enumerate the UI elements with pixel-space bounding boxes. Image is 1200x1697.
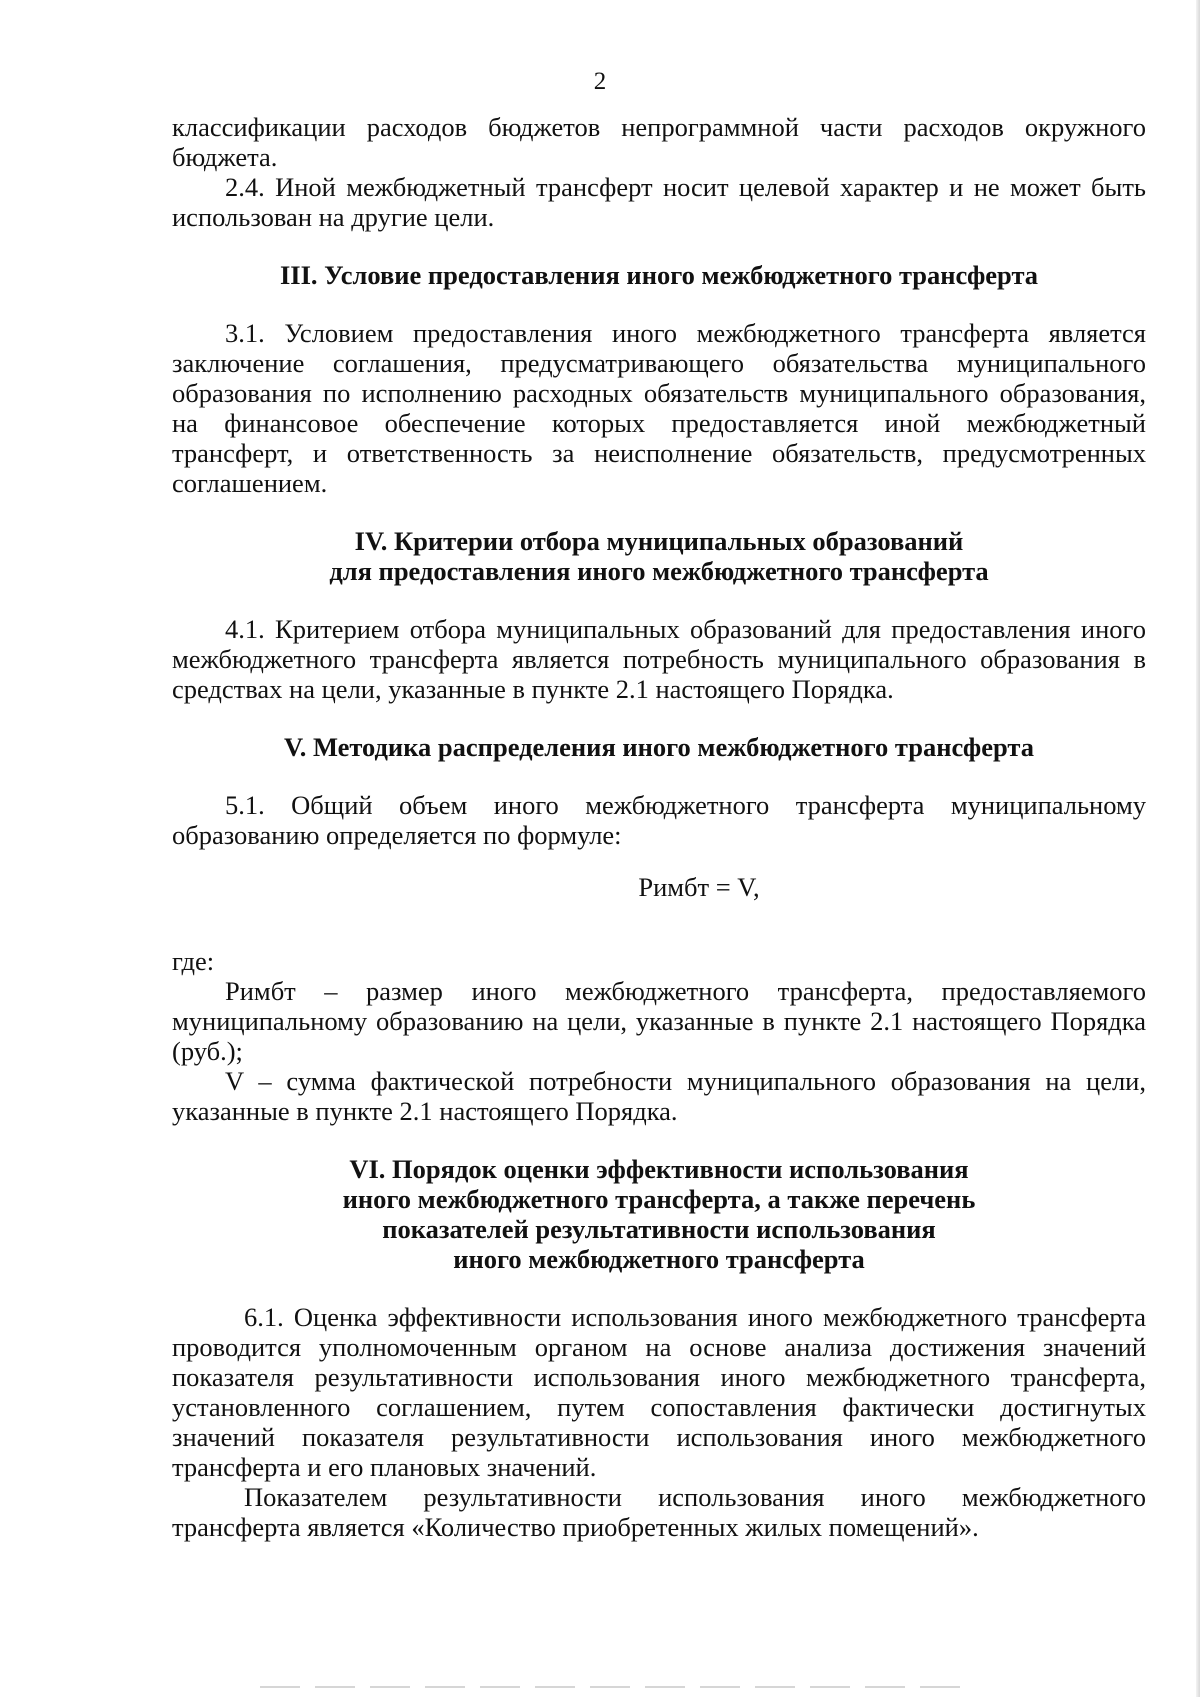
section-heading-4-line-2: для предоставления иного межбюджетного трансферта — [329, 556, 989, 586]
page-number: 2 — [593, 68, 607, 95]
section-heading-3: III. Условие предоставления иного межбюджетного трансферта — [279, 260, 1039, 290]
where-label: где: — [172, 946, 215, 976]
formula: Римбт = V, — [638, 872, 760, 902]
section-heading-6-line-4: иного межбюджетного трансферта — [453, 1244, 865, 1274]
paragraph-2-4: 2.4. Иной межбюджетный трансферт носит целевой характер и не может быть использован на другие цели. — [172, 172, 1146, 232]
definition-rimbt: Римбт – размер иного межбюджетного трансферта, предоставляемого муниципальному образованию на цели, указанные в пункте 2.1 настоящего Порядка (руб.); — [172, 976, 1146, 1066]
scan-artifact — [260, 1686, 960, 1688]
definition-v: V – сумма фактической потребности муниципального образования на цели, указанные в пункте 2.1 настоящего Порядка. — [172, 1066, 1146, 1126]
section-heading-6-line-3: показателей результативности использования — [382, 1214, 936, 1244]
paragraph-indicator: Показателем результативности использования иного межбюджетного трансферта является «Количество приобретенных жилых помещений». — [172, 1482, 1146, 1542]
document-body — [172, 112, 1146, 1542]
paragraph-4-1: 4.1. Критерием отбора муниципальных образований для предоставления иного межбюджетного трансферта является потребность муниципального образования в средствах на цели, указанные в пункте 2.1 настоящего Порядка. — [172, 614, 1146, 704]
paragraph-5-1: 5.1. Общий объем иного межбюджетного трансферта муниципальному образованию определяется по формуле: — [172, 790, 1146, 850]
section-heading-4-line-1: IV. Критерии отбора муниципальных образований — [354, 526, 964, 556]
page-edge-shadow — [1196, 0, 1200, 1697]
paragraph-intro: классификации расходов бюджетов непрограммной части расходов окружного бюджета. — [172, 112, 1146, 172]
paragraph-3-1: 3.1. Условием предоставления иного межбюджетного трансферта является заключение соглашения, предусматривающего обязательства муниципального образования по исполнению расходных обязательств муниципального образования, на финансовое обеспечение которых предоставляется иной межбюджетный трансферт, и ответственность за неисполнение обязательств, предусмотренных соглашением. — [172, 318, 1146, 498]
paragraph-6-1: 6.1. Оценка эффективности использования иного межбюджетного трансферта проводится уполномоченным органом на основе анализа достижения значений показателя результативности использования иного межбюджетного трансферта, установленного соглашением, путем сопоставления фактически достигнутых значений показателя результативности использования иного межбюджетного трансферта и его плановых значений. — [172, 1302, 1146, 1482]
section-heading-6-line-1: VI. Порядок оценки эффективности использования — [349, 1154, 969, 1184]
section-heading-6-line-2: иного межбюджетного трансферта, а также перечень — [342, 1184, 976, 1214]
section-heading-5: V. Методика распределения иного межбюджетного трансферта — [283, 732, 1035, 762]
